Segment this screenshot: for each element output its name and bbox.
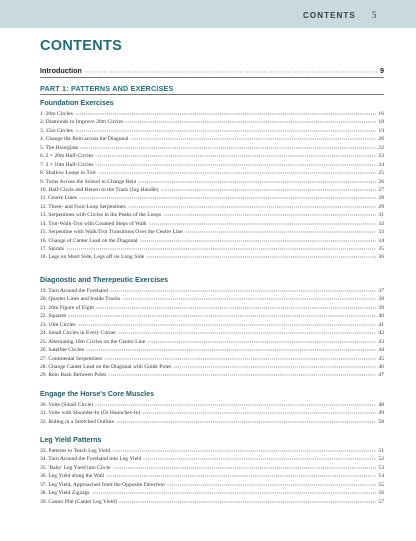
- section-core-muscles: [40, 390, 384, 426]
- entry-title: 28. Change Canter Lead on the Diagonal with Guide Poles: [40, 363, 172, 370]
- toc-entry[interactable]: [40, 472, 384, 480]
- section-leg-yield-patterns: [40, 436, 384, 506]
- dot-leader: [163, 211, 376, 216]
- entry-page: 41: [378, 321, 384, 328]
- toc-entry[interactable]: [40, 211, 384, 219]
- toc-entry[interactable]: [40, 127, 384, 135]
- entry-title: 31. Volte with Shoulder-In (Or Haunches-In): [40, 410, 141, 417]
- toc-entry[interactable]: [40, 203, 384, 211]
- entry-page: 57: [378, 498, 384, 505]
- dot-leader: [106, 472, 376, 477]
- dot-leader: [96, 304, 376, 309]
- toc-entry[interactable]: [40, 178, 384, 186]
- entry-page: 34: [378, 237, 384, 244]
- entry-page: 20: [378, 136, 384, 143]
- entry-page: 50: [378, 418, 384, 425]
- entry-title: 37. Leg Yield, Approached from the Opposite Direction: [40, 481, 165, 488]
- dot-leader: [112, 447, 376, 452]
- dot-leader: [113, 464, 377, 469]
- entry-title: 39. Canter Plié (Canter Leg Yield): [40, 498, 117, 505]
- toc-entry[interactable]: [40, 455, 384, 463]
- entry-title: 9. Turns Across the School to Change Rein: [40, 178, 137, 185]
- entry-page: 43: [378, 338, 384, 345]
- entry-page: 25: [378, 170, 384, 177]
- running-head: CONTENTS: [303, 11, 356, 20]
- entry-page: 55: [378, 481, 384, 488]
- entry-title: 14. Trot-Walk-Trot with Counted Steps of Walk: [40, 220, 147, 227]
- entry-list: [40, 447, 384, 506]
- header-band: [0, 0, 416, 28]
- entry-page: 31: [378, 212, 384, 219]
- entry-title: 7. 2 × 10m Half-Circles: [40, 161, 94, 168]
- entry-page: 22: [378, 144, 384, 151]
- dot-leader: [167, 481, 377, 486]
- entry-title: 17. Spirals: [40, 246, 64, 252]
- toc-entry[interactable]: [40, 355, 384, 363]
- entry-title: 15. Serpentine with Walk/Trot Transitions Over the Centre Line: [40, 229, 183, 236]
- entry-page: 46: [378, 363, 384, 370]
- toc-entry[interactable]: [40, 287, 384, 295]
- dot-leader: [142, 409, 376, 414]
- toc-entry[interactable]: [40, 253, 384, 261]
- entry-page: 9: [380, 66, 384, 75]
- entry-page: 29: [378, 203, 384, 210]
- dot-leader: [95, 152, 376, 157]
- entry-page: 39: [378, 304, 384, 311]
- entry-page: 40: [378, 313, 384, 320]
- dot-leader: [95, 401, 376, 406]
- toc-entry[interactable]: [40, 329, 384, 337]
- toc-entry[interactable]: [40, 110, 384, 118]
- page-number: 5: [372, 10, 377, 20]
- entry-page: 18: [378, 119, 384, 126]
- entry-title: 27. Continental Serpentines: [40, 355, 102, 362]
- entry-title: 16. Change of Canter Lead on the Diagonal: [40, 237, 138, 244]
- entry-page: 47: [378, 372, 384, 379]
- toc-entry[interactable]: [40, 346, 384, 354]
- entry-title: 12. Three- and Four-Loop Serpentines: [40, 203, 126, 210]
- dot-leader: [119, 498, 377, 503]
- entry-title: 1. 20m Circles: [40, 111, 73, 117]
- toc-entry[interactable]: [40, 237, 384, 245]
- entry-page: 51: [378, 448, 384, 454]
- entry-page: 28: [378, 195, 384, 202]
- section-title: Foundation Exercises: [40, 99, 114, 107]
- entry-page: 52: [378, 456, 384, 463]
- dot-leader: [140, 237, 377, 242]
- entry-list: [40, 110, 384, 262]
- dot-leader: [78, 321, 377, 326]
- entry-title: 24. Small Circles in Every Corner: [40, 330, 117, 337]
- entry-title: 10. Half-Circle and Return to the Track (Jug Handle): [40, 186, 159, 193]
- entry-page: 56: [378, 490, 384, 497]
- entry-title: 8. Shallow Loops in Trot: [40, 170, 96, 177]
- entry-page: 54: [378, 473, 384, 480]
- dot-leader: [80, 144, 376, 149]
- toc-entry[interactable]: [40, 186, 384, 194]
- entry-title: 6. 2 × 20m Half-Circles: [40, 153, 94, 160]
- toc-entry[interactable]: [40, 498, 384, 506]
- section-title: Engage the Horse's Core Muscles: [40, 390, 155, 398]
- entry-title: 18. Legs on Short Side, Legs off on Long Side: [40, 254, 145, 261]
- dot-leader: [128, 203, 377, 208]
- dot-leader: [86, 346, 376, 351]
- toc-entry[interactable]: [40, 489, 384, 497]
- dot-leader: [104, 355, 376, 360]
- entry-page: 35: [378, 246, 384, 252]
- entry-page: 33: [378, 229, 384, 236]
- entry-title: 32. Riding in a Stretched Outline: [40, 418, 114, 425]
- dot-leader: [138, 178, 376, 183]
- toc-entry[interactable]: [40, 220, 384, 228]
- entry-list: [40, 287, 384, 380]
- dot-leader: [146, 253, 376, 258]
- section-title: Diagnostic and Therepeutic Exercises: [40, 276, 169, 284]
- dot-leader: [79, 194, 376, 199]
- entry-title: 35. 'Baby' Leg Yield into Circle: [40, 464, 111, 471]
- section-diagnostic-exercises: [40, 276, 384, 380]
- dot-leader: [108, 371, 376, 376]
- dot-leader: [185, 228, 377, 233]
- entry-title: 3. 15m Circles: [40, 127, 73, 134]
- dot-leader: [75, 127, 377, 132]
- entry-page: 38: [378, 296, 384, 303]
- toc-entry[interactable]: [40, 464, 384, 472]
- entry-page: 16: [378, 111, 384, 117]
- dot-leader: [95, 161, 376, 166]
- dot-leader: [110, 287, 377, 292]
- entry-title: 30. Volte (Small Circle): [40, 402, 94, 408]
- toc-entry-introduction[interactable]: [40, 66, 384, 75]
- entry-page: 45: [378, 355, 384, 362]
- toc-entry[interactable]: [40, 447, 384, 455]
- entry-page: 44: [378, 347, 384, 354]
- dot-leader: [92, 489, 377, 494]
- toc-entry[interactable]: [40, 481, 384, 489]
- toc-entry[interactable]: [40, 152, 384, 160]
- dot-leader: [161, 186, 377, 191]
- entry-page: 49: [378, 410, 384, 417]
- entry-page: 36: [378, 254, 384, 261]
- entry-page: 26: [378, 178, 384, 185]
- toc-entry[interactable]: [40, 401, 384, 409]
- entry-title: 22. Squares: [40, 313, 67, 320]
- toc-entry[interactable]: [40, 304, 384, 312]
- dot-leader: [68, 312, 376, 317]
- toc-entry[interactable]: [40, 245, 384, 253]
- entry-page: 42: [378, 330, 384, 337]
- entry-page: 24: [378, 161, 384, 168]
- entry-title: 38. Leg Yield Zigzags: [40, 490, 90, 497]
- entry-title: 36. Leg Yield along the Wall: [40, 473, 105, 480]
- entry-title: 26. Satellite Circles: [40, 347, 84, 354]
- dot-leader: [143, 455, 376, 460]
- toc-entry[interactable]: [40, 321, 384, 329]
- section-foundation-exercises: [40, 99, 384, 262]
- toc-entry[interactable]: [40, 118, 384, 126]
- toc-entry[interactable]: [40, 363, 384, 371]
- entry-title: Introduction: [40, 66, 82, 75]
- entry-page: 27: [378, 186, 384, 193]
- entry-page: 37: [378, 288, 384, 294]
- toc-entry[interactable]: [40, 312, 384, 320]
- toc-entry[interactable]: [40, 144, 384, 152]
- dot-leader: [147, 338, 376, 343]
- dot-leader: [66, 245, 376, 250]
- entry-title: 2. Diamonds to Improve 20m Circles: [40, 119, 124, 126]
- entry-list: [40, 401, 384, 426]
- toc-entry[interactable]: [40, 169, 384, 177]
- entry-title: 4. Change the Rein across the Diagonal: [40, 136, 129, 143]
- toc-entry[interactable]: [40, 338, 384, 346]
- dot-leader: [84, 68, 378, 73]
- entry-title: 5. The Hourglass: [40, 144, 79, 151]
- entry-page: 48: [378, 402, 384, 408]
- entry-page: 19: [378, 127, 384, 134]
- entry-title: 11. Centre Lines: [40, 195, 77, 202]
- toc-entry[interactable]: [40, 418, 384, 426]
- dot-leader: [75, 110, 377, 115]
- entry-title: 13. Serpentines with Circles in the Peaks of the Loops: [40, 212, 162, 219]
- toc-entry[interactable]: [40, 161, 384, 169]
- toc-entry[interactable]: [40, 409, 384, 417]
- entry-title: 25. Alternating 10m Circles on the Centre Line: [40, 338, 146, 345]
- entry-title: 23. 10m Circles: [40, 321, 76, 328]
- part-title: PART 1: PATTERNS AND EXERCISES: [40, 84, 174, 93]
- entry-title: 20. Quarter Lines and Inside Tracks: [40, 296, 121, 303]
- entry-page: 32: [378, 220, 384, 227]
- entry-title: 21. 20m Figure of Eight: [40, 304, 94, 311]
- toc-entry[interactable]: [40, 295, 384, 303]
- entry-title: 29. Rein Back Between Poles: [40, 372, 107, 379]
- divider: [40, 77, 384, 78]
- dot-leader: [173, 363, 376, 368]
- dot-leader: [122, 295, 376, 300]
- entry-title: 34. Turn Around the Forehand into Leg Yield: [40, 456, 142, 463]
- section-title: Leg Yield Patterns: [40, 436, 102, 444]
- dot-leader: [130, 135, 376, 140]
- entry-page: 23: [378, 153, 384, 160]
- dot-leader: [125, 118, 376, 123]
- page-title: CONTENTS: [40, 38, 123, 54]
- entry-title: 19. Turn Around the Forehand: [40, 288, 108, 294]
- divider: [40, 94, 384, 95]
- toc-entry[interactable]: [40, 228, 384, 236]
- dot-leader: [149, 220, 377, 225]
- entry-page: 53: [378, 464, 384, 471]
- toc-entry[interactable]: [40, 135, 384, 143]
- toc-entry[interactable]: [40, 371, 384, 379]
- dot-leader: [116, 418, 376, 423]
- toc-entry[interactable]: [40, 194, 384, 202]
- dot-leader: [118, 329, 376, 334]
- entry-title: 33. Patterns to Teach Leg Yield: [40, 448, 111, 454]
- dot-leader: [98, 169, 377, 174]
